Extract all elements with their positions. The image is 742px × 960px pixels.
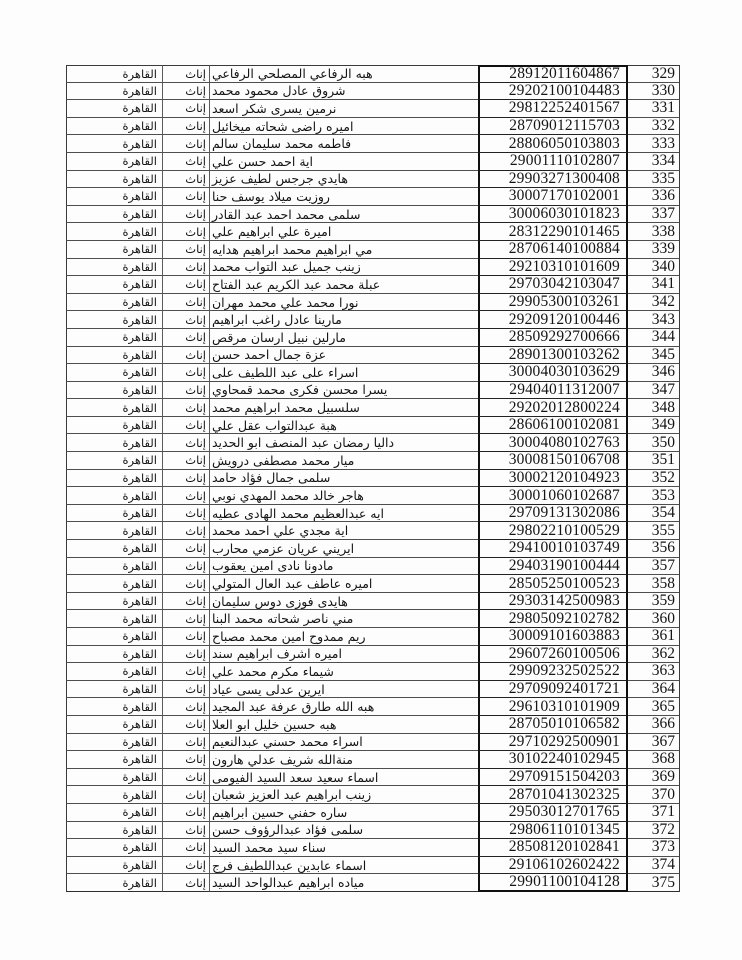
table-row (66, 470, 680, 488)
person-name-cell: هاجر خالد محمد المهدي نوبي (210, 487, 478, 505)
gender-cell: إناث (163, 839, 210, 857)
gender-cell: إناث (163, 294, 210, 312)
city-cell: القاهرة (66, 171, 163, 189)
city-cell: القاهرة (66, 470, 163, 488)
person-name-cell: ايريني عريان عزمي محارب (210, 540, 478, 558)
national-id-cell: 28706140100884 (478, 241, 628, 259)
serial-number-cell: 336 (628, 188, 680, 206)
gender-cell: إناث (163, 698, 210, 716)
gender-cell: إناث (163, 769, 210, 787)
serial-number-cell: 333 (628, 135, 680, 153)
city-cell: القاهرة (66, 663, 163, 681)
gender-cell: إناث (163, 259, 210, 277)
city-cell: القاهرة (66, 487, 163, 505)
city-cell: القاهرة (66, 417, 163, 435)
national-id-cell: 29404011312007 (478, 382, 628, 400)
serial-number-cell: 358 (628, 575, 680, 593)
gender-cell: إناث (163, 276, 210, 294)
table-row (66, 487, 680, 505)
person-name-cell: نرمين يسرى شكر اسعد (210, 100, 478, 118)
table-row (66, 347, 680, 365)
person-name-cell: مي ابراهيم محمد ابراهيم هدايه (210, 241, 478, 259)
gender-cell: إناث (163, 135, 210, 153)
table-row (66, 65, 680, 83)
table-row (66, 628, 680, 646)
table-row (66, 734, 680, 752)
gender-cell: إناث (163, 734, 210, 752)
national-id-cell: 28509292700666 (478, 329, 628, 347)
person-name-cell: ايه عبدالعظيم محمد الهادى عطيه (210, 505, 478, 523)
person-name-cell: ميار محمد مصطفى درويش (210, 452, 478, 470)
gender-cell: إناث (163, 751, 210, 769)
national-id-cell: 29303142500983 (478, 593, 628, 611)
gender-cell: إناث (163, 558, 210, 576)
gender-cell: إناث (163, 83, 210, 101)
city-cell: القاهرة (66, 364, 163, 382)
national-id-cell: 29703042103047 (478, 276, 628, 294)
national-id-cell: 28901300103262 (478, 347, 628, 365)
person-name-cell: روزيت ميلاد يوسف حنا (210, 188, 478, 206)
serial-number-cell: 366 (628, 716, 680, 734)
person-name-cell: سلمى فؤاد عبدالرؤوف حسن (210, 822, 478, 840)
serial-number-cell: 338 (628, 223, 680, 241)
person-name-cell: سلمى محمد احمد عبد القادر (210, 206, 478, 224)
person-name-cell: يسرا محسن فكرى محمد قمحاوي (210, 382, 478, 400)
national-id-cell: 29802210100529 (478, 522, 628, 540)
person-name-cell: هايدى فوزى دوس سليمان (210, 593, 478, 611)
city-cell: القاهرة (66, 593, 163, 611)
serial-number-cell: 348 (628, 399, 680, 417)
table-row (66, 698, 680, 716)
national-id-cell: 29709092401721 (478, 681, 628, 699)
gender-cell: إناث (163, 382, 210, 400)
table-row (66, 822, 680, 840)
table-row (66, 558, 680, 576)
national-id-cell: 30004030103629 (478, 364, 628, 382)
person-name-cell: عبلة محمد عبد الكريم عبد الفتاح (210, 276, 478, 294)
person-name-cell: اسماء عابدين عبداللطيف فرج (210, 857, 478, 875)
gender-cell: إناث (163, 663, 210, 681)
person-name-cell: هبه الرفاعي المصلحي الرفاعي (210, 65, 478, 83)
serial-number-cell: 351 (628, 452, 680, 470)
table-row (66, 716, 680, 734)
serial-number-cell: 349 (628, 417, 680, 435)
city-cell: القاهرة (66, 822, 163, 840)
gender-cell: إناث (163, 857, 210, 875)
gender-cell: إناث (163, 716, 210, 734)
gender-cell: إناث (163, 364, 210, 382)
person-name-cell: اميره راضى شحاته ميخائيل (210, 118, 478, 136)
person-name-cell: ريم ممدوح امين محمد مصباح (210, 628, 478, 646)
city-cell: القاهرة (66, 100, 163, 118)
person-name-cell: اية احمد حسن علي (210, 153, 478, 171)
gender-cell: إناث (163, 118, 210, 136)
gender-cell: إناث (163, 223, 210, 241)
city-cell: القاهرة (66, 505, 163, 523)
national-id-cell: 30002120104923 (478, 470, 628, 488)
gender-cell: إناث (163, 593, 210, 611)
person-name-cell: سناء سيد محمد السيد (210, 839, 478, 857)
city-cell: القاهرة (66, 241, 163, 259)
serial-number-cell: 373 (628, 839, 680, 857)
serial-number-cell: 369 (628, 769, 680, 787)
serial-number-cell: 350 (628, 434, 680, 452)
national-id-cell: 28709012115703 (478, 118, 628, 136)
gender-cell: إناث (163, 206, 210, 224)
serial-number-cell: 357 (628, 558, 680, 576)
gender-cell: إناث (163, 65, 210, 83)
city-cell: القاهرة (66, 522, 163, 540)
serial-number-cell: 332 (628, 118, 680, 136)
gender-cell: إناث (163, 540, 210, 558)
person-name-cell: مني ناصر شحاته محمد البنا (210, 610, 478, 628)
city-cell: القاهرة (66, 716, 163, 734)
person-name-cell: هبة عبدالتواب عقل علي (210, 417, 478, 435)
serial-number-cell: 340 (628, 259, 680, 277)
person-name-cell: شيماء مكرم محمد علي (210, 663, 478, 681)
national-id-cell: 29709151504203 (478, 769, 628, 787)
person-name-cell: اميرة علي ابراهيم علي (210, 223, 478, 241)
city-cell: القاهرة (66, 294, 163, 312)
national-id-cell: 30001060102687 (478, 487, 628, 505)
gender-cell: إناث (163, 434, 210, 452)
serial-number-cell: 346 (628, 364, 680, 382)
table-row (66, 382, 680, 400)
serial-number-cell: 352 (628, 470, 680, 488)
table-row (66, 399, 680, 417)
city-cell: القاهرة (66, 540, 163, 558)
gender-cell: إناث (163, 417, 210, 435)
person-name-cell: ساره حفني حسين ابراهيم (210, 804, 478, 822)
national-id-cell: 29209120100446 (478, 311, 628, 329)
serial-number-cell: 360 (628, 610, 680, 628)
serial-number-cell: 329 (628, 65, 680, 83)
table-row (66, 769, 680, 787)
national-id-cell: 29903271300408 (478, 171, 628, 189)
gender-cell: إناث (163, 241, 210, 259)
table-row (66, 874, 680, 892)
national-id-cell: 29403190100444 (478, 558, 628, 576)
table-row (66, 329, 680, 347)
gender-cell: إناث (163, 804, 210, 822)
person-name-cell: داليا رمضان عبد المنصف ابو الحديد (210, 434, 478, 452)
roster-table (66, 65, 680, 892)
city-cell: القاهرة (66, 646, 163, 664)
national-id-cell: 29905300103261 (478, 294, 628, 312)
city-cell: القاهرة (66, 153, 163, 171)
national-id-cell: 29901100104128 (478, 874, 628, 892)
table-row (66, 311, 680, 329)
person-name-cell: زينب جميل عبد التواب محمد (210, 259, 478, 277)
city-cell: القاهرة (66, 698, 163, 716)
serial-number-cell: 345 (628, 347, 680, 365)
city-cell: القاهرة (66, 206, 163, 224)
gender-cell: إناث (163, 646, 210, 664)
person-name-cell: فاطمه محمد سليمان سالم (210, 135, 478, 153)
serial-number-cell: 365 (628, 698, 680, 716)
serial-number-cell: 334 (628, 153, 680, 171)
city-cell: القاهرة (66, 382, 163, 400)
city-cell: القاهرة (66, 276, 163, 294)
table-row (66, 100, 680, 118)
national-id-cell: 28806050103803 (478, 135, 628, 153)
gender-cell: إناث (163, 822, 210, 840)
serial-number-cell: 356 (628, 540, 680, 558)
national-id-cell: 29202012800224 (478, 399, 628, 417)
person-name-cell: هايدي جرجس لطيف عزيز (210, 171, 478, 189)
serial-number-cell: 353 (628, 487, 680, 505)
city-cell: القاهرة (66, 83, 163, 101)
city-cell: القاهرة (66, 857, 163, 875)
table-row (66, 839, 680, 857)
person-name-cell: اسماء سعيد سعد السيد الفيومى (210, 769, 478, 787)
serial-number-cell: 342 (628, 294, 680, 312)
city-cell: القاهرة (66, 874, 163, 892)
person-name-cell: مادونا نادى امين يعقوب (210, 558, 478, 576)
table-row (66, 241, 680, 259)
national-id-cell: 30102240102945 (478, 751, 628, 769)
city-cell: القاهرة (66, 223, 163, 241)
serial-number-cell: 374 (628, 857, 680, 875)
gender-cell: إناث (163, 487, 210, 505)
city-cell: القاهرة (66, 188, 163, 206)
serial-number-cell: 354 (628, 505, 680, 523)
city-cell: القاهرة (66, 434, 163, 452)
city-cell: القاهرة (66, 329, 163, 347)
serial-number-cell: 375 (628, 874, 680, 892)
national-id-cell: 30007170102001 (478, 188, 628, 206)
national-id-cell: 29909232502522 (478, 663, 628, 681)
national-id-cell: 30009101603883 (478, 628, 628, 646)
person-name-cell: مارينا عادل راغب ابراهيم (210, 311, 478, 329)
person-name-cell: نورا محمد علي محمد مهران (210, 294, 478, 312)
city-cell: القاهرة (66, 628, 163, 646)
national-id-cell: 29106102602422 (478, 857, 628, 875)
person-name-cell: اسراء على عبد اللطيف على (210, 364, 478, 382)
table-row (66, 786, 680, 804)
national-id-cell: 29001110102807 (478, 153, 628, 171)
city-cell: القاهرة (66, 311, 163, 329)
gender-cell: إناث (163, 399, 210, 417)
person-name-cell: شروق عادل محمود محمد (210, 83, 478, 101)
table-row (66, 188, 680, 206)
city-cell: القاهرة (66, 769, 163, 787)
table-row (66, 522, 680, 540)
gender-cell: إناث (163, 347, 210, 365)
table-row (66, 575, 680, 593)
serial-number-cell: 330 (628, 83, 680, 101)
serial-number-cell: 335 (628, 171, 680, 189)
person-name-cell: زينب ابراهيم عبد العزيز شعبان (210, 786, 478, 804)
city-cell: القاهرة (66, 804, 163, 822)
city-cell: القاهرة (66, 558, 163, 576)
serial-number-cell: 367 (628, 734, 680, 752)
person-name-cell: مارلين نبيل ارسان مرقص (210, 329, 478, 347)
gender-cell: إناث (163, 452, 210, 470)
serial-number-cell: 343 (628, 311, 680, 329)
city-cell: القاهرة (66, 399, 163, 417)
serial-number-cell: 341 (628, 276, 680, 294)
national-id-cell: 29709131302086 (478, 505, 628, 523)
serial-number-cell: 339 (628, 241, 680, 259)
table-row (66, 681, 680, 699)
gender-cell: إناث (163, 171, 210, 189)
serial-number-cell: 355 (628, 522, 680, 540)
city-cell: القاهرة (66, 118, 163, 136)
city-cell: القاهرة (66, 575, 163, 593)
person-name-cell: اميره عاطف عبد العال المتولي (210, 575, 478, 593)
gender-cell: إناث (163, 311, 210, 329)
national-id-cell: 29805092102782 (478, 610, 628, 628)
person-name-cell: هبه الله طارق عرفة عبد المجيد (210, 698, 478, 716)
national-id-cell: 29202100104483 (478, 83, 628, 101)
national-id-cell: 28606100102081 (478, 417, 628, 435)
serial-number-cell: 364 (628, 681, 680, 699)
serial-number-cell: 359 (628, 593, 680, 611)
serial-number-cell: 370 (628, 786, 680, 804)
table-row (66, 540, 680, 558)
person-name-cell: هبه حسين خليل ابو العلا (210, 716, 478, 734)
person-name-cell: سلمى جمال فؤاد حامد (210, 470, 478, 488)
table-row (66, 593, 680, 611)
person-name-cell: منةالله شريف عدلي هارون (210, 751, 478, 769)
gender-cell: إناث (163, 681, 210, 699)
national-id-cell: 29410010103749 (478, 540, 628, 558)
city-cell: القاهرة (66, 135, 163, 153)
city-cell: القاهرة (66, 786, 163, 804)
table-row (66, 646, 680, 664)
city-cell: القاهرة (66, 452, 163, 470)
city-cell: القاهرة (66, 734, 163, 752)
gender-cell: إناث (163, 874, 210, 892)
person-name-cell: عزة جمال احمد حسن (210, 347, 478, 365)
serial-number-cell: 368 (628, 751, 680, 769)
table-row (66, 83, 680, 101)
table-row (66, 171, 680, 189)
table-row (66, 751, 680, 769)
table-row (66, 452, 680, 470)
city-cell: القاهرة (66, 65, 163, 83)
person-name-cell: ايرين عدلى يسى عياد (210, 681, 478, 699)
gender-cell: إناث (163, 505, 210, 523)
national-id-cell: 29610310101909 (478, 698, 628, 716)
gender-cell: إناث (163, 610, 210, 628)
table-row (66, 276, 680, 294)
table-row (66, 610, 680, 628)
table-row (66, 434, 680, 452)
national-id-cell: 28912011604867 (478, 65, 628, 83)
person-name-cell: اسراء محمد حسني عبدالنعيم (210, 734, 478, 752)
table-row (66, 259, 680, 277)
serial-number-cell: 372 (628, 822, 680, 840)
national-id-cell: 30008150106708 (478, 452, 628, 470)
gender-cell: إناث (163, 153, 210, 171)
table-row (66, 804, 680, 822)
table-row (66, 206, 680, 224)
serial-number-cell: 362 (628, 646, 680, 664)
table-row (66, 505, 680, 523)
serial-number-cell: 331 (628, 100, 680, 118)
person-name-cell: مياده ابراهيم عبدالواحد السيد (210, 874, 478, 892)
national-id-cell: 28705010106582 (478, 716, 628, 734)
table-row (66, 417, 680, 435)
national-id-cell: 28312290101465 (478, 223, 628, 241)
gender-cell: إناث (163, 786, 210, 804)
serial-number-cell: 337 (628, 206, 680, 224)
city-cell: القاهرة (66, 610, 163, 628)
serial-number-cell: 363 (628, 663, 680, 681)
person-name-cell: سلسبيل محمد ابراهيم محمد (210, 399, 478, 417)
city-cell: القاهرة (66, 347, 163, 365)
gender-cell: إناث (163, 329, 210, 347)
person-name-cell: اية مجدي علي احمد محمد (210, 522, 478, 540)
table-row (66, 135, 680, 153)
table-row (66, 294, 680, 312)
gender-cell: إناث (163, 470, 210, 488)
national-id-cell: 29607260100506 (478, 646, 628, 664)
national-id-cell: 28508120102841 (478, 839, 628, 857)
serial-number-cell: 347 (628, 382, 680, 400)
gender-cell: إناث (163, 522, 210, 540)
city-cell: القاهرة (66, 751, 163, 769)
serial-number-cell: 371 (628, 804, 680, 822)
serial-number-cell: 344 (628, 329, 680, 347)
national-id-cell: 29210310101609 (478, 259, 628, 277)
national-id-cell: 28505250100523 (478, 575, 628, 593)
serial-number-cell: 361 (628, 628, 680, 646)
gender-cell: إناث (163, 188, 210, 206)
city-cell: القاهرة (66, 259, 163, 277)
gender-cell: إناث (163, 628, 210, 646)
national-id-cell: 29710292500901 (478, 734, 628, 752)
person-name-cell: اميره اشرف ابراهيم سند (210, 646, 478, 664)
national-id-cell: 28701041302325 (478, 786, 628, 804)
city-cell: القاهرة (66, 681, 163, 699)
national-id-cell: 29812252401567 (478, 100, 628, 118)
national-id-cell: 29503012701765 (478, 804, 628, 822)
table-row (66, 364, 680, 382)
table-row (66, 153, 680, 171)
table-row (66, 118, 680, 136)
national-id-cell: 29806110101345 (478, 822, 628, 840)
national-id-cell: 30006030101823 (478, 206, 628, 224)
city-cell: القاهرة (66, 839, 163, 857)
national-id-cell: 30004080102763 (478, 434, 628, 452)
table-row (66, 857, 680, 875)
gender-cell: إناث (163, 100, 210, 118)
gender-cell: إناث (163, 575, 210, 593)
table-row (66, 223, 680, 241)
table-row (66, 663, 680, 681)
